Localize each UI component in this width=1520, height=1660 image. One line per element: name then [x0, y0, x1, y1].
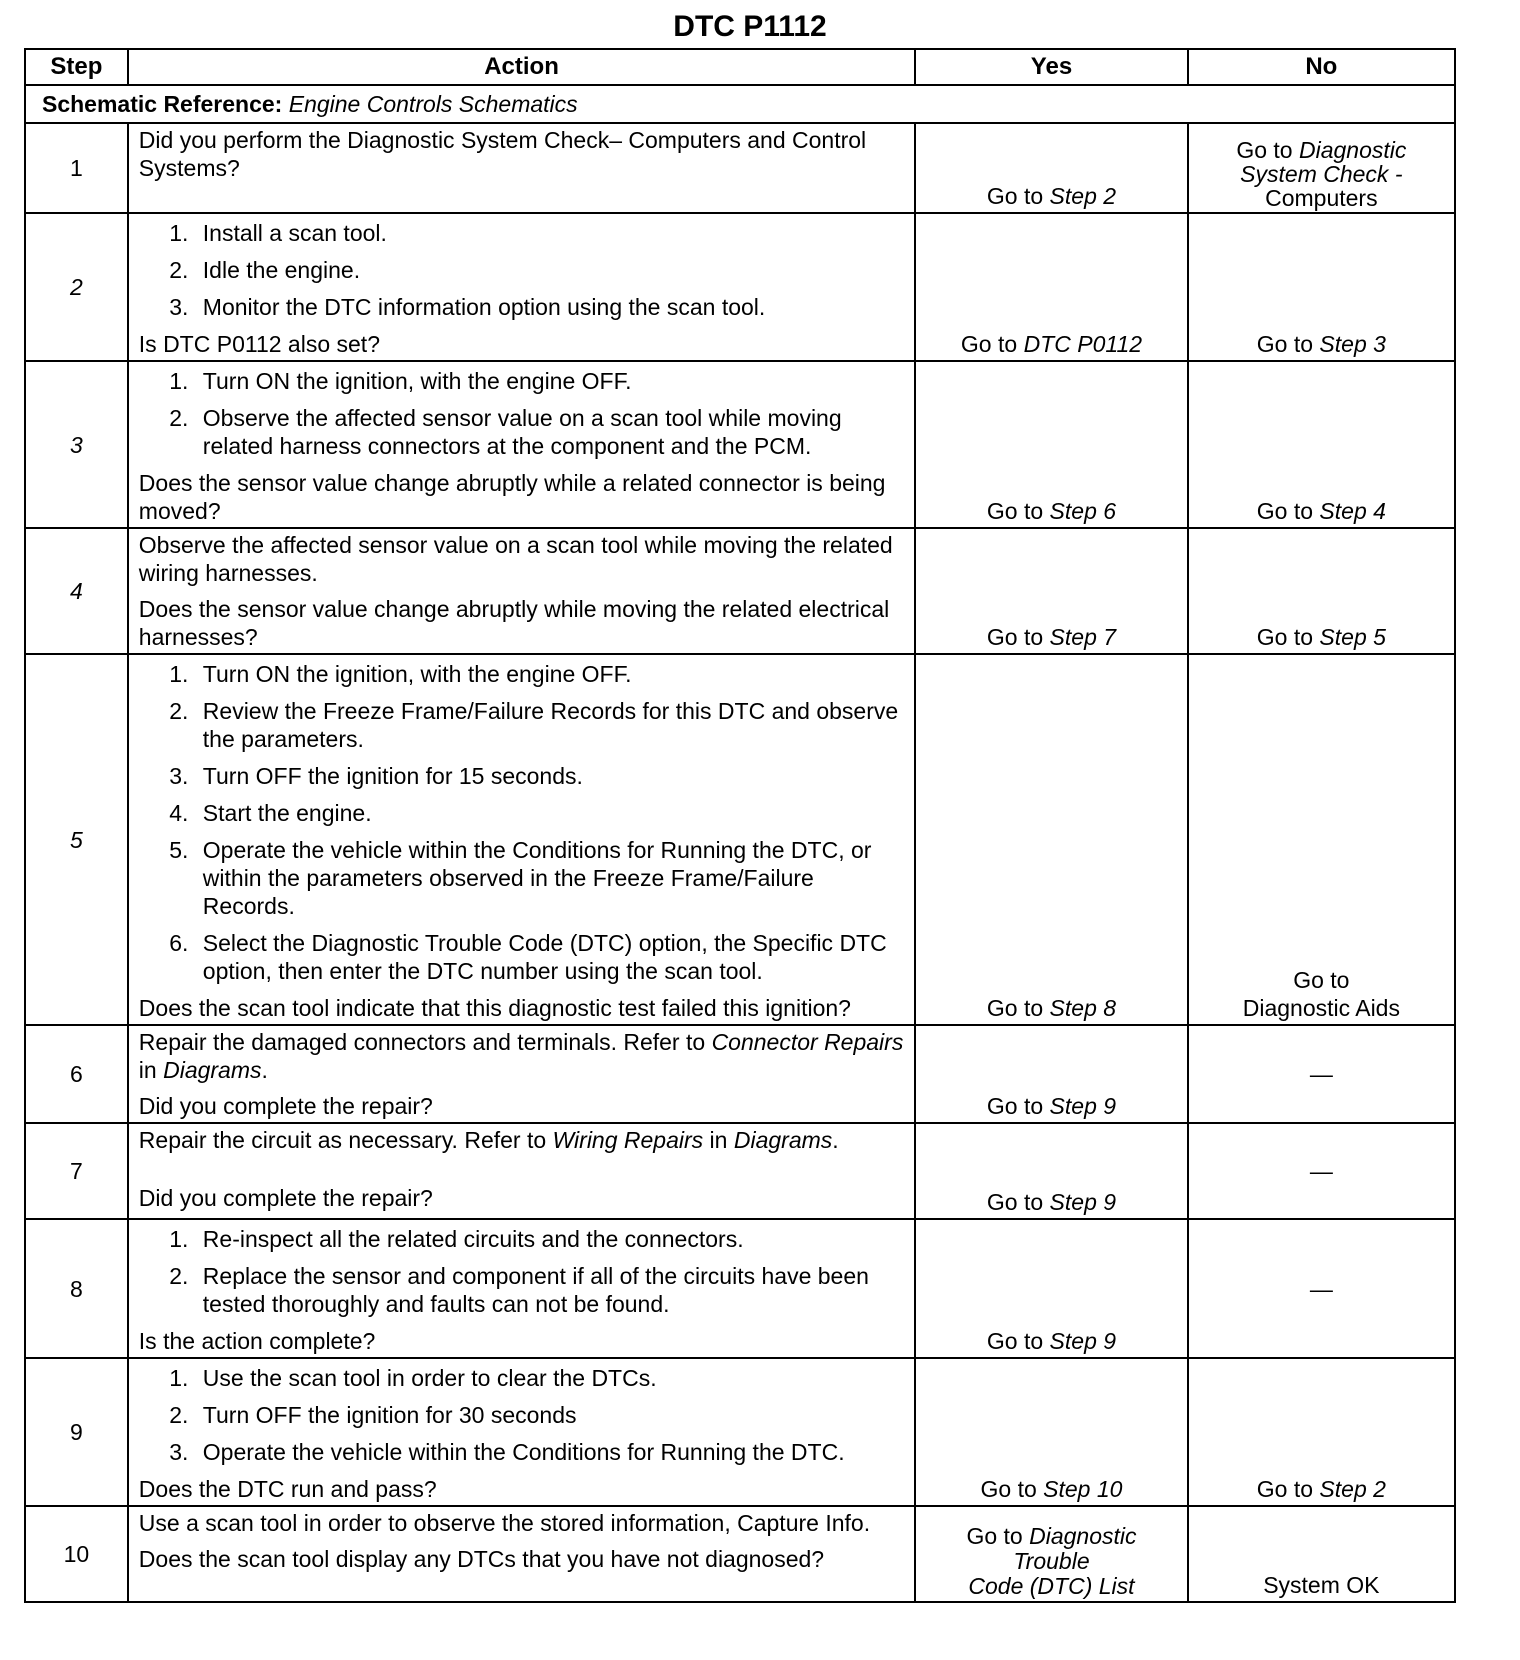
table-row	[25, 654, 1455, 1025]
list-item: 2. Replace the sensor and component if all of the circuits have been tested thoroughly and faults can not be found.	[195, 1262, 904, 1318]
action-question: Is the action complete?	[138, 1328, 376, 1354]
goto-link[interactable]: Step 9	[1049, 1189, 1117, 1215]
list-item: 1. Install a scan tool.	[195, 219, 904, 247]
schematic-link[interactable]: Engine Controls Schematics	[288, 91, 578, 117]
table-row	[25, 1025, 1455, 1123]
goto-prefix: Go to	[986, 498, 1044, 524]
reference-link[interactable]: Diagrams	[733, 1127, 833, 1153]
action-cell	[128, 1025, 915, 1123]
yes-cell	[915, 213, 1187, 361]
action-list	[139, 1225, 904, 1318]
step-number: 1	[25, 123, 128, 213]
action-question: Is DTC P0112 also set?	[138, 331, 380, 357]
action-list	[139, 1364, 904, 1466]
step-number: 2	[25, 213, 128, 361]
page-title: DTC P1112	[673, 10, 827, 43]
goto-link[interactable]: Diagnostic Trouble	[1013, 1523, 1137, 1574]
goto-link[interactable]: Step 2	[1319, 1476, 1386, 1502]
step-number: 5	[25, 654, 128, 1025]
list-item: 1. Turn ON the ignition, with the engine OFF.	[195, 367, 904, 395]
step-number: 6	[25, 1025, 128, 1123]
action-cell	[128, 1506, 915, 1602]
action-cell	[128, 654, 915, 1025]
goto-prefix: Go to	[980, 1476, 1037, 1502]
step-number: 8	[25, 1219, 128, 1358]
goto-prefix: Go to	[986, 183, 1044, 209]
goto-link[interactable]: DTC P0112	[1023, 331, 1143, 357]
list-item: 4. Start the engine.	[195, 799, 904, 827]
goto-prefix: Go to	[1236, 137, 1293, 163]
no-cell	[1188, 123, 1455, 213]
goto-prefix: Go to	[960, 331, 1018, 357]
goto-link-continued[interactable]: Code (DTC) List	[968, 1573, 1135, 1599]
reference-link[interactable]: Diagrams	[163, 1057, 262, 1083]
step-number: 10	[25, 1506, 128, 1602]
no-cell: System OK	[1188, 1506, 1455, 1602]
action-question: Does the scan tool indicate that this diagnostic test failed this ignition?	[138, 995, 851, 1021]
yes-cell	[915, 1358, 1187, 1506]
action-text: Use a scan tool in order to observe the stored information, Capture Info.	[138, 1510, 871, 1536]
text-segment: Repair the circuit as necessary. Refer to	[138, 1127, 553, 1153]
action-cell	[128, 1358, 915, 1506]
list-item: 2. Turn OFF the ignition for 30 seconds	[195, 1401, 904, 1429]
no-cell: —	[1188, 1219, 1455, 1358]
goto-link[interactable]: Step 8	[1049, 995, 1117, 1021]
step-number: 7	[25, 1123, 128, 1219]
header-row	[25, 49, 1455, 85]
goto-link[interactable]: Step 6	[1049, 498, 1117, 524]
text-segment: Repair the damaged connectors and terminals. Refer to	[138, 1029, 712, 1055]
goto-link[interactable]: Diagnostic System Check -	[1240, 137, 1407, 187]
schematic-label: Schematic Reference:	[42, 91, 283, 117]
action-text	[139, 1126, 904, 1154]
action-cell	[128, 123, 915, 213]
goto-prefix: Go to	[986, 624, 1044, 650]
table-row	[25, 213, 1455, 361]
goto-prefix: Go to	[1256, 331, 1314, 357]
goto-link[interactable]: Step 10	[1043, 1476, 1123, 1502]
action-question: Did you complete the repair?	[138, 1185, 433, 1211]
yes-cell	[915, 361, 1187, 528]
column-header-yes: Yes	[915, 49, 1187, 85]
no-cell	[1188, 528, 1455, 654]
action-question: Does the DTC run and pass?	[138, 1476, 437, 1502]
no-cell: —	[1188, 1025, 1455, 1123]
yes-cell	[915, 1219, 1187, 1358]
goto-suffix: Computers	[1265, 185, 1378, 211]
no-cell	[1188, 213, 1455, 361]
text-segment: in	[138, 1057, 164, 1083]
list-item: 2. Observe the affected sensor value on a scan tool while moving related harness connectors at the component and the PCM.	[195, 404, 904, 460]
goto-link[interactable]: Step 9	[1049, 1328, 1117, 1354]
goto-link[interactable]: Step 5	[1319, 624, 1386, 650]
action-text	[139, 1028, 904, 1084]
goto-prefix: Go to	[986, 1093, 1044, 1119]
yes-cell	[915, 1123, 1187, 1219]
goto-link[interactable]: Step 3	[1319, 331, 1386, 357]
text-segment: .	[261, 1057, 268, 1083]
column-header-action: Action	[128, 49, 915, 85]
list-item: 3. Operate the vehicle within the Conditions for Running the DTC.	[195, 1438, 904, 1466]
list-item: 3. Turn OFF the ignition for 15 seconds.	[195, 762, 904, 790]
list-item: 1. Re-inspect all the related circuits and the connectors.	[195, 1225, 904, 1253]
step-number: 4	[25, 528, 128, 654]
step-number: 3	[25, 361, 128, 528]
list-item: 5. Operate the vehicle within the Conditions for Running the DTC, or within the parameters observed in the Freeze Frame/Failure Records.	[195, 836, 904, 920]
list-item: 2. Idle the engine.	[195, 256, 904, 284]
action-text: Did you perform the Diagnostic System Check– Computers and Control Systems?	[138, 127, 867, 181]
action-list	[139, 219, 904, 321]
action-question: Did you complete the repair?	[138, 1093, 433, 1119]
goto-prefix: Go to	[1256, 624, 1314, 650]
action-cell	[128, 361, 915, 528]
goto-prefix: Go to	[966, 1523, 1023, 1549]
goto-link[interactable]: Step 2	[1049, 183, 1117, 209]
goto-prefix: Go to	[986, 1328, 1044, 1354]
yes-cell	[915, 528, 1187, 654]
yes-cell	[915, 654, 1187, 1025]
goto-link[interactable]: Step 4	[1319, 498, 1386, 524]
goto-prefix: Go to	[1256, 1476, 1314, 1502]
yes-cell	[915, 1025, 1187, 1123]
table-row	[25, 1358, 1455, 1506]
goto-prefix: Go to	[1256, 498, 1314, 524]
action-cell	[128, 1123, 915, 1219]
action-question: Does the scan tool display any DTCs that you have not diagnosed?	[138, 1546, 825, 1572]
column-header-step: Step	[25, 49, 128, 85]
table-row	[25, 1123, 1455, 1219]
no-cell	[1188, 1358, 1455, 1506]
table-row	[25, 361, 1455, 528]
table-row	[25, 1506, 1455, 1602]
action-cell	[128, 213, 915, 361]
action-question: Does the sensor value change abruptly while a related connector is being moved?	[138, 470, 886, 524]
yes-cell	[915, 1506, 1187, 1602]
table-row	[25, 1219, 1455, 1358]
table-row	[25, 528, 1455, 654]
action-list	[139, 660, 904, 985]
schematic-reference-row	[25, 85, 1455, 123]
no-cell: —	[1188, 1123, 1455, 1219]
list-item: 2. Review the Freeze Frame/Failure Records for this DTC and observe the parameters.	[195, 697, 904, 753]
action-cell	[128, 528, 915, 654]
goto-link[interactable]: Step 9	[1049, 1093, 1117, 1119]
list-item: 3. Monitor the DTC information option using the scan tool.	[195, 293, 904, 321]
action-question: Does the sensor value change abruptly while moving the related electrical harnesses?	[138, 596, 890, 650]
list-item: 1. Turn ON the ignition, with the engine OFF.	[195, 660, 904, 688]
action-cell	[128, 1219, 915, 1358]
list-item: 1. Use the scan tool in order to clear the DTCs.	[195, 1364, 904, 1392]
goto-prefix: Go to	[986, 1189, 1044, 1215]
no-cell	[1188, 361, 1455, 528]
goto-link[interactable]: Diagnostic Aids	[1242, 995, 1400, 1021]
reference-link[interactable]: Connector Repairs	[711, 1029, 904, 1055]
reference-link[interactable]: Wiring Repairs	[552, 1127, 704, 1153]
goto-link[interactable]: Step 7	[1049, 624, 1117, 650]
step-number: 9	[25, 1358, 128, 1506]
goto-prefix: Go to	[986, 995, 1044, 1021]
text-segment: .	[832, 1127, 839, 1153]
action-text: Observe the affected sensor value on a scan tool while moving the related wiring harnesses.	[138, 532, 893, 586]
diagnostic-table	[24, 48, 1456, 1603]
action-list	[139, 367, 904, 460]
yes-cell	[915, 123, 1187, 213]
goto-prefix: Go to	[1293, 967, 1350, 993]
no-cell	[1188, 654, 1455, 1025]
column-header-no: No	[1188, 49, 1455, 85]
list-item: 6. Select the Diagnostic Trouble Code (DTC) option, the Specific DTC option, then enter the DTC number using the scan tool.	[195, 929, 904, 985]
table-row	[25, 123, 1455, 213]
text-segment: in	[703, 1127, 734, 1153]
